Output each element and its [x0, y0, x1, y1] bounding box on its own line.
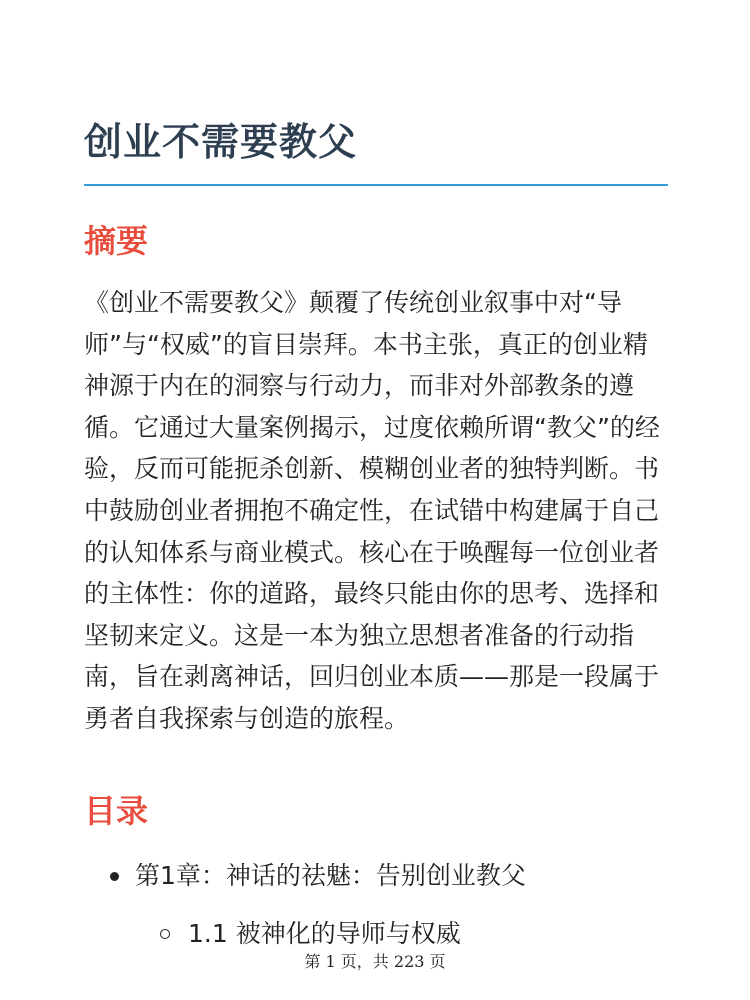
bullet-circle-icon [160, 929, 170, 939]
toc-item-label: 1.1 被神化的导师与权威 [188, 919, 461, 948]
toc-heading: 目录 [84, 792, 149, 830]
document-title: 创业不需要教父 [84, 120, 358, 164]
abstract-body: 《创业不需要教父》颠覆了传统创业叙事中对“导师”与“权威”的盲目崇拜。本书主张，真正的创业精神源于内在的洞察与行动力，而非对外部教条的遵循。它通过大量案例揭示，过度依赖所谓“教父”的经验，反而可能扼杀创新、模糊创业者的独特判断。书中鼓励创业者拥抱不确定性，在试错中构建属于自己的认知体系与商业模式。核心在于唤醒每一位创业者的主体性：你的道路，最终只能由你的思考、选择和坚韧来定义。这是一本为独立思想者准备的行动指南，旨在剥离神话，回归创业本质——那是一段属于勇者自我探索与创造的旅程。 [84, 288, 660, 733]
title-divider [84, 184, 668, 186]
toc-item-label: 第1章：神话的祛魅：告别创业教父 [135, 861, 526, 890]
toc-item-chapter-1[interactable] [110, 856, 526, 896]
abstract-heading: 摘要 [84, 222, 149, 260]
bullet-disc-icon [110, 872, 119, 881]
page-number: 第 1 页，共 223 页 [304, 952, 446, 971]
toc-item-section-1-1[interactable] [160, 914, 461, 954]
